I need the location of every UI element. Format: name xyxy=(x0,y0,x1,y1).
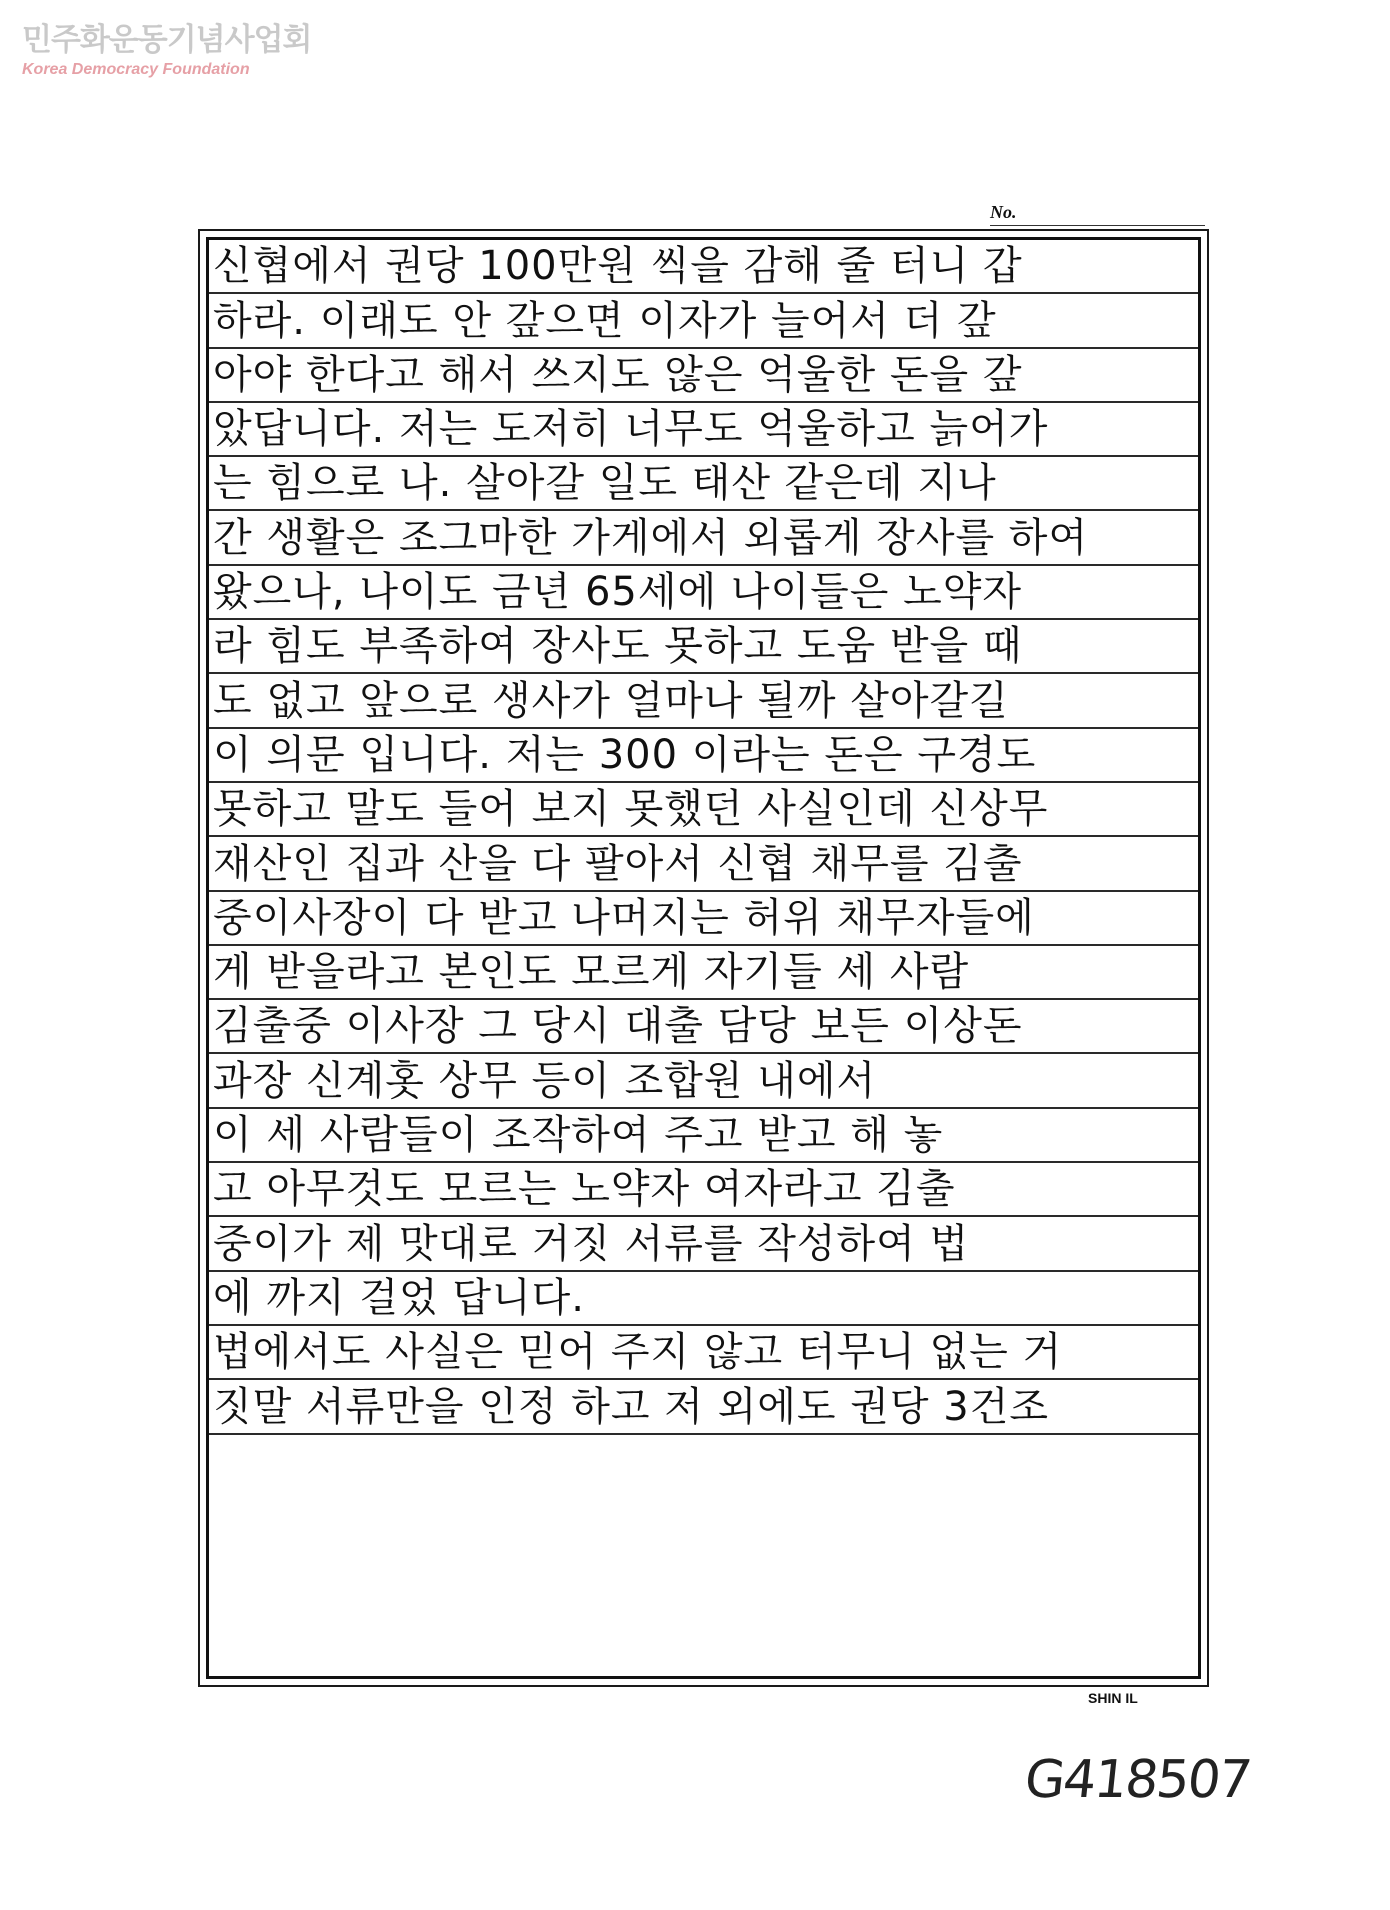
ruled-line xyxy=(209,511,1198,565)
ruled-line xyxy=(209,620,1198,674)
ruled-line xyxy=(209,674,1198,728)
ruled-line xyxy=(209,1380,1198,1434)
handwritten-line-text: 간 생활은 조그마한 가게에서 외롭게 장사를 하여 xyxy=(213,514,1089,561)
ruled-line xyxy=(209,294,1198,348)
ruled-line xyxy=(209,837,1198,891)
ruled-line xyxy=(209,349,1198,403)
handwritten-line-text: 고 아무것도 모르는 노약자 여자라고 김출 xyxy=(213,1166,956,1213)
ruled-line xyxy=(209,1000,1198,1054)
handwritten-line-text: 왔으나, 나이도 금년 65세에 나이들은 노약자 xyxy=(213,569,1023,616)
handwritten-line-text: 짓말 서류만을 인정 하고 저 외에도 권당 3건조 xyxy=(213,1383,1049,1430)
handwritten-line-text: 하라. 이래도 안 갚으면 이자가 늘어서 더 갚 xyxy=(213,297,997,344)
handwritten-line-text: 이 의문 입니다. 저는 300 이라는 돈은 구경도 xyxy=(213,731,1037,778)
ruled-line xyxy=(209,1109,1198,1163)
handwritten-line-text: 중이사장이 다 받고 나머지는 허위 채무자들에 xyxy=(213,894,1035,941)
handwritten-line-text: 재산인 집과 산을 다 팔아서 신협 채무를 김출 xyxy=(213,840,1023,887)
document-number: G418507 xyxy=(1021,1750,1253,1810)
handwritten-line-text: 법에서도 사실은 믿어 주지 않고 터무니 없는 거 xyxy=(213,1329,1063,1376)
handwritten-line-text: 도 없고 앞으로 생사가 얼마나 될까 살아갈길 xyxy=(213,677,1009,724)
ruled-line xyxy=(209,946,1198,1000)
watermark xyxy=(22,22,311,80)
ruled-line xyxy=(209,783,1198,837)
handwritten-line-text: 못하고 말도 들어 보지 못했던 사실인데 신상무 xyxy=(213,786,1049,833)
handwritten-line-text: 게 받을라고 본인도 모르게 자기들 세 사람 xyxy=(213,949,970,996)
ruled-line xyxy=(209,892,1198,946)
handwritten-line-text: 김출중 이사장 그 당시 대출 담당 보든 이상돈 xyxy=(213,1003,1023,1050)
ruled-line xyxy=(209,457,1198,511)
handwritten-line-text: 아야 한다고 해서 쓰지도 않은 억울한 돈을 갚 xyxy=(213,351,1023,398)
ruled-line xyxy=(209,1272,1198,1326)
handwritten-line-text: 았답니다. 저는 도저히 너무도 억울하고 늙어가 xyxy=(213,406,1049,453)
letter-body xyxy=(209,240,1198,1435)
handwritten-line-text: 에 까지 걸었 답니다. xyxy=(213,1274,585,1321)
handwritten-line-text: 라 힘도 부족하여 장사도 못하고 도움 받을 때 xyxy=(213,623,1023,670)
page-number-label: No. xyxy=(990,202,1205,226)
ruled-line xyxy=(209,1326,1198,1380)
handwritten-line-text: 신협에서 권당 100만원 씩을 감해 줄 터니 갑 xyxy=(213,243,1023,290)
handwritten-line-text: 는 힘으로 나. 살아갈 일도 태산 같은데 지나 xyxy=(213,460,997,507)
watermark-korean: 민주화운동기념사업회 xyxy=(22,22,312,58)
ruled-line xyxy=(209,566,1198,620)
paper-brand: SHIN IL xyxy=(1088,1690,1138,1706)
watermark-english: Korea Democracy Foundation xyxy=(22,61,250,78)
handwritten-line-text: 중이가 제 맛대로 거짓 서류를 작성하여 법 xyxy=(213,1220,970,1267)
ruled-line xyxy=(209,403,1198,457)
handwritten-line-text: 이 세 사람들이 조작하여 주고 받고 해 놓 xyxy=(213,1112,944,1159)
ruled-line xyxy=(209,1054,1198,1108)
ruled-line xyxy=(209,1163,1198,1217)
ruled-line xyxy=(209,729,1198,783)
ruled-line xyxy=(209,1217,1198,1271)
ruled-line xyxy=(209,240,1198,294)
handwritten-line-text: 과장 신계홋 상무 등이 조합원 내에서 xyxy=(213,1057,877,1104)
